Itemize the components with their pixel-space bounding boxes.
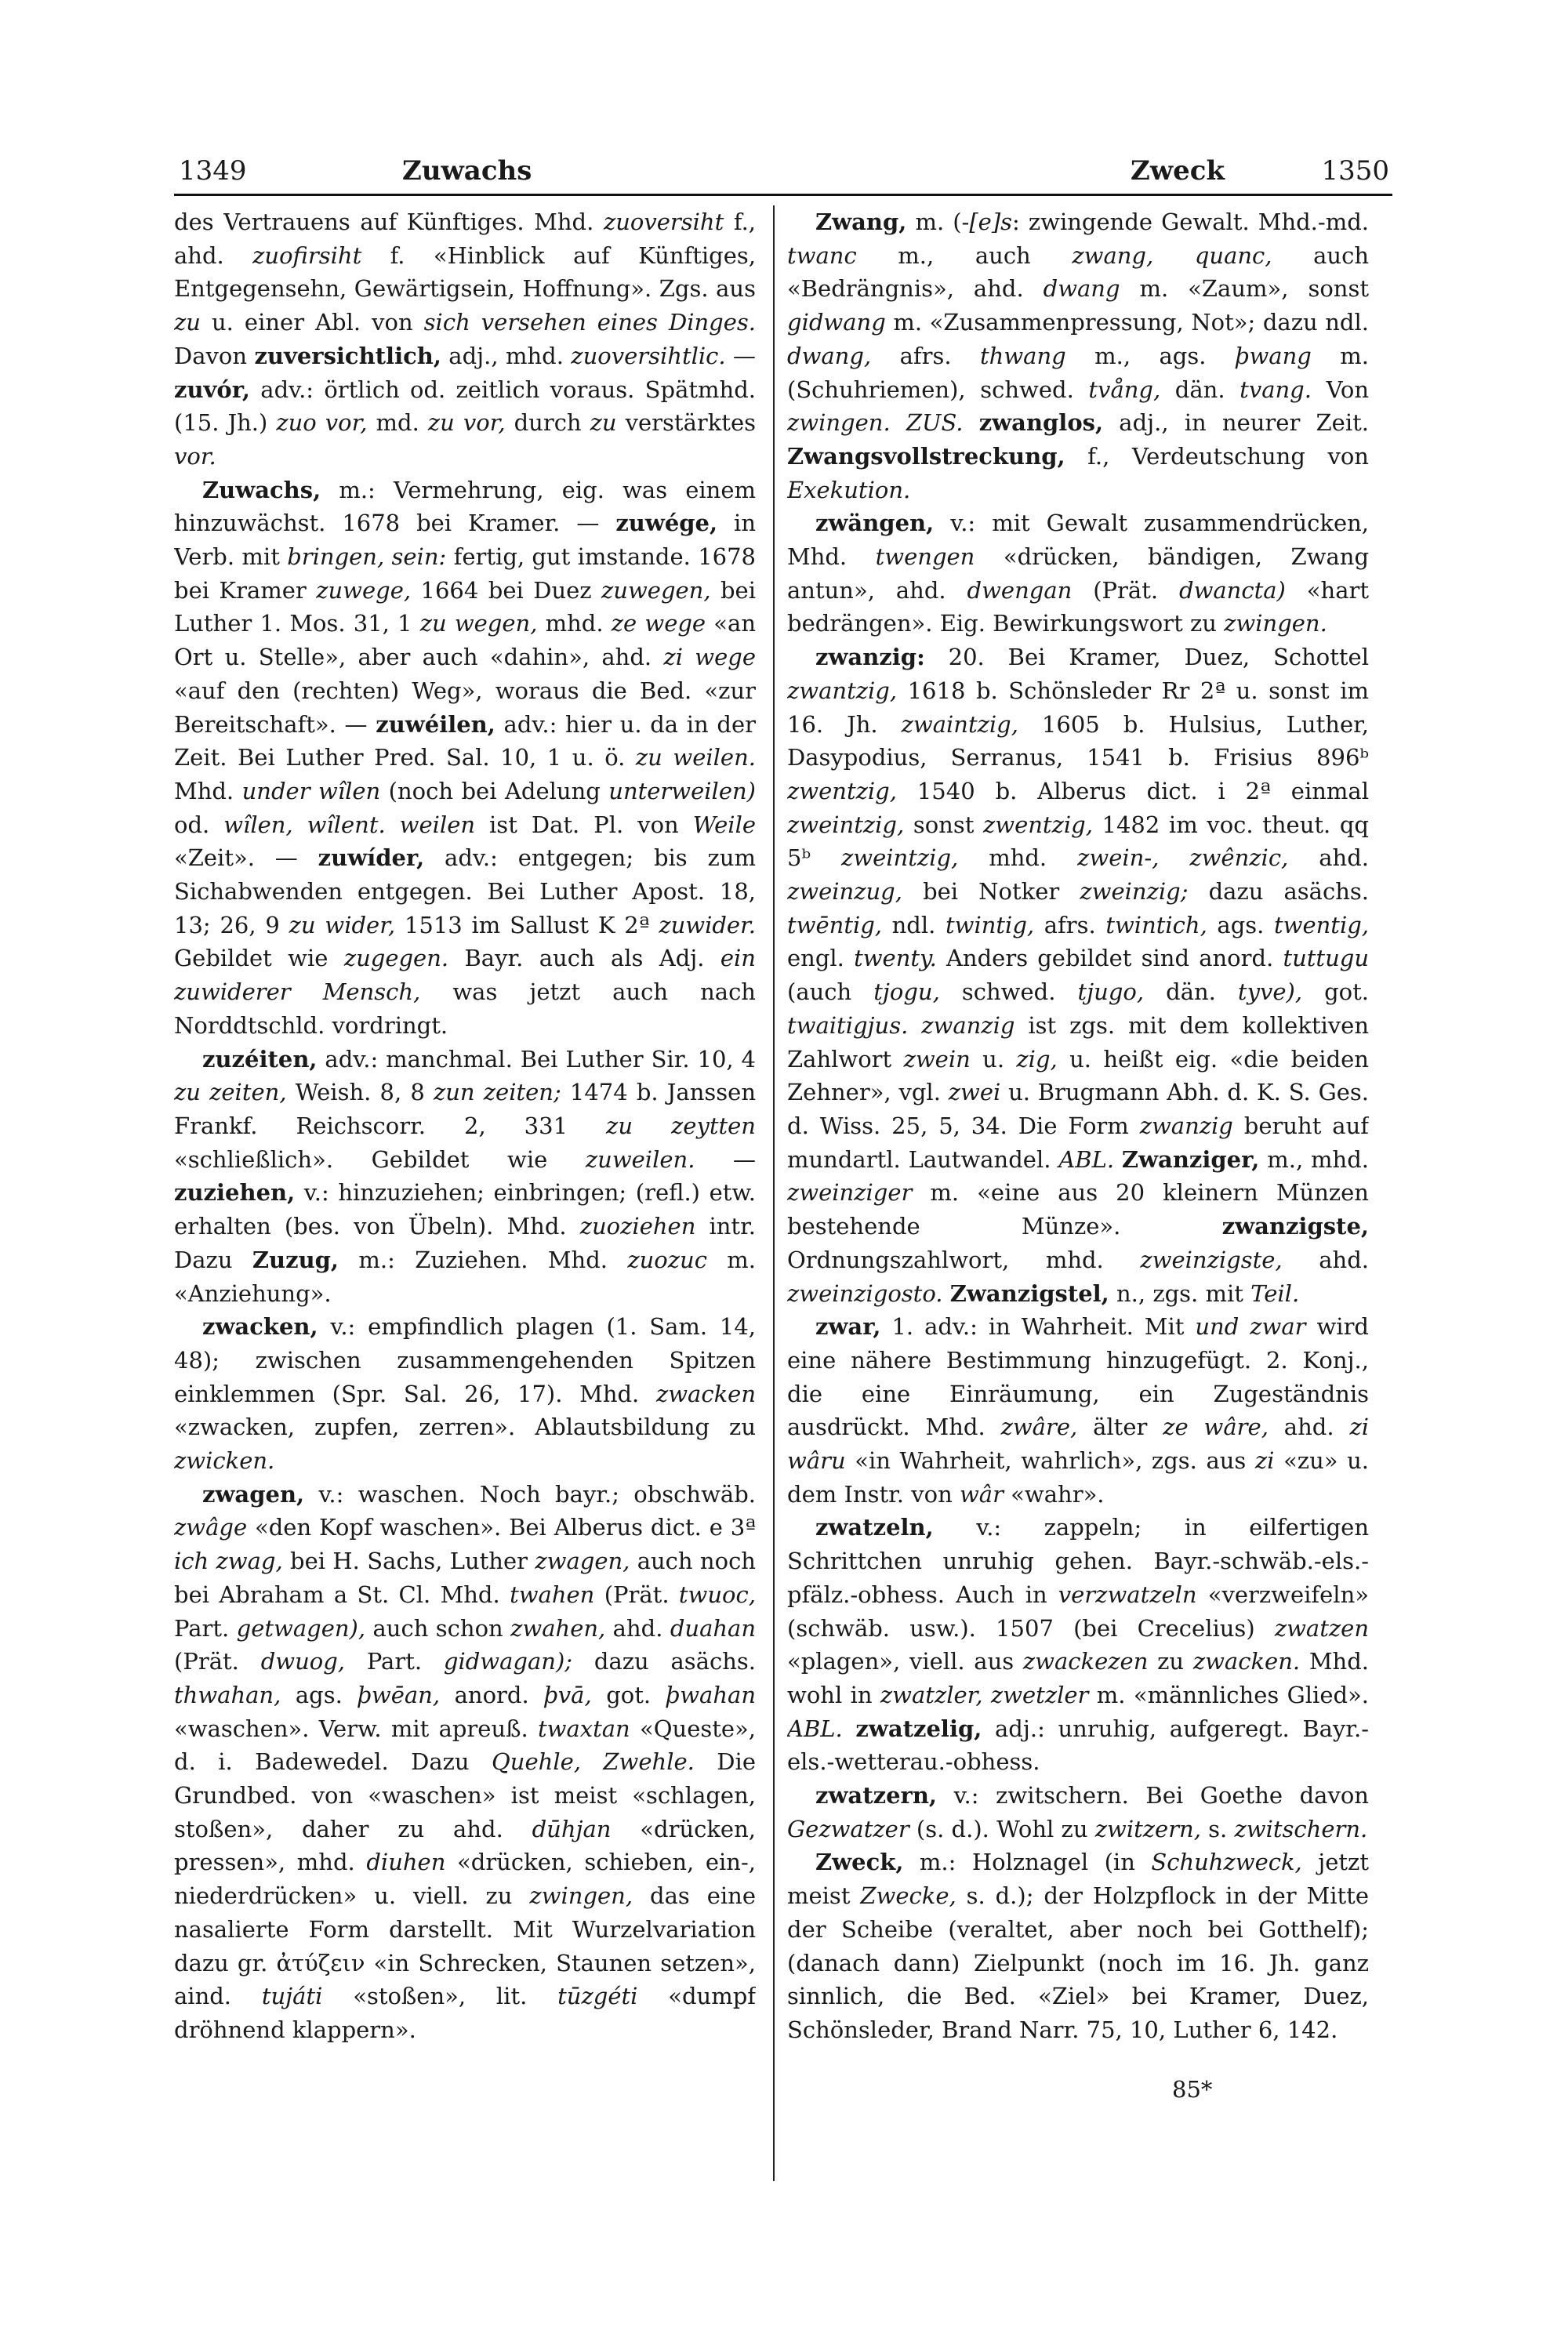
left-column (174, 205, 756, 2212)
headword: Zwang, (815, 209, 907, 235)
subentry-zuversichtlich: zuversichtlich, (254, 342, 441, 369)
headword: zwatzern, (815, 1782, 937, 1809)
page-number-right: 1350 (1321, 155, 1389, 187)
signature-mark: 85* (1172, 2076, 1213, 2103)
running-title-right: Zweck (1131, 155, 1225, 187)
entry-zwaengen: zwängen, v.: mit Gewalt zusammendrücken, Mhd. twengen «drücken, bändigen, Zwang antun», ahd. dwengan (Prät. dwancta) «hart bedrängen». Eig. Bewirkungswort zu zwingen. (787, 510, 1369, 637)
entry-zuzeiten: zuzéiten, adv.: manchmal. Bei Luther Sir. 10, 4 zu zeiten, Weish. 8, 8 zun zeiten; 1474 b. Janssen Frankf. Reichscorr. 2, 331 zu zeytten «schließlich». Gebildet wie zuweilen. — zuziehen, v.: hinzuziehen; einbringen; (refl.) etw. erhalten (bes. von Übeln). Mhd. zuoziehen intr. Dazu Zuzug, m.: Zuziehen. Mhd. zuozuc m. «Anziehung». (174, 1045, 756, 1307)
entry-zwang: Zwang, m. (-[e]s: zwingende Gewalt. Mhd.-md. twanc m., auch zwang, quanc, auch «Bedrängnis», ahd. dwang m. «Zaum», sonst gidwang m. «Zusammenpressung, Not»; dazu ndl. dwang, afrs. thwang m., ags. þwang m. (Schuhriemen), schwed. tvång, dän. tvang. Von zwingen. ZUS. zwanglos, adj., in neurer Zeit. Zwangsvollstreckung, f., Verdeutschung von Exekution. (787, 209, 1369, 503)
entry-zwatzeln: zwatzeln, v.: zappeln; in eilfertigen Schrittchen unruhig gehen. Bayr.-schwäb.-els.-pfälz.-obhess. Auch in verzwatzeln «verzweifeln» (schwäb. usw.). 1507 (bei Crecelius) zwatzen «plagen», viell. aus zwackezen zu zwacken. Mhd. wohl in zwatzler, zwetzler m. «männliches Glied». ABL. zwatzelig, adj.: unruhig, aufgeregt. Bayr.-els.-wetterau.-obhess. (787, 1514, 1369, 1776)
headword: Zweck, (815, 1849, 904, 1876)
headword: zwängen, (815, 510, 935, 537)
headword: zwatzeln, (815, 1514, 934, 1541)
entry-zwacken: zwacken, v.: empfindlich plagen (1. Sam. 14, 48); zwischen zusammengehenden Spitzen einklemmen (Spr. Sal. 26, 17). Mhd. zwacken «zwacken, zupfen, zerren». Ablautsbildung zu zwicken. (174, 1313, 756, 1475)
entry-zwagen: zwagen, v.: waschen. Noch bayr.; obschwäb. zwâge «den Kopf waschen». Bei Alberus dict. e 3ª ich zwag, bei H. Sachs, Luther zwagen, auch noch bei Abraham a St. Cl. Mhd. twahen (Prät. twuoc, Part. getwagen), auch schon zwahen, ahd. duahan (Prät. dwuog, Part. gidwagan); dazu asächs. thwahan, ags. þwēan, anord. þvā, got. þwahan «waschen». Verw. mit apreuß. twaxtan «Queste», d. i. Badewedel. Dazu Quehle, Zwehle. Die Grundbed. von «waschen» ist meist «schlagen, stoßen», daher zu ahd. dūhjan «drücken, pressen», mhd. diuhen «drücken, schieben, ein-, niederdrücken» u. viell. zu zwingen, das eine nasalierte Form darstellt. Mit Wurzelvariation dazu gr. ἀτύζειν «in Schrecken, Staunen setzen», aind. tujáti «stoßen», lit. tūzgéti «dumpf dröhnend klappern». (174, 1480, 756, 2043)
headword: zwar, (815, 1313, 881, 1341)
header-rule (174, 194, 1392, 196)
headword: zwagen, (202, 1480, 305, 1508)
subentry-zuvor: zuvór, (174, 376, 251, 403)
headword: Zuwachs, (202, 476, 321, 503)
entry-zwar: zwar, 1. adv.: in Wahrheit. Mit und zwar wird eine nähere Bestimmung hinzugefügt. 2. Konj., die eine Einräumung, ein Zugeständnis ausdrückt. Mhd. zwâre, älter ze wâre, ahd. zi wâru «in Wahrheit, wahrlich», zgs. aus zi «zu» u. dem Instr. von wâr «wahr». (787, 1313, 1369, 1508)
running-header (179, 151, 1389, 191)
column-divider (773, 205, 775, 2181)
entry-zwanzig: zwanzig: 20. Bei Kramer, Duez, Schottel zwantzig, 1618 b. Schönsleder Rr 2ª u. sonst im 16. Jh. zwaintzig, 1605 b. Hulsius, Luther, Dasypodius, Serranus, 1541 b. Frisius 896ᵇ zwentzig, 1540 b. Alberus dict. i 2ª einmal zweintzig, sonst zwentzig, 1482 im voc. theut. qq 5ᵇ zweintzig, mhd. zwein-, zwênzic, ahd. zweinzug, bei Notker zweinzig; dazu asächs. twēntig, ndl. twintig, afrs. twintich, ags. twentig, engl. twenty. Anders gebildet sind anord. tuttugu (auch tjogu, schwed. tjugo, dän. tyve), got. twaitigjus. zwanzig ist zgs. mit dem kollektiven Zahlwort zwein u. zig, u. heißt eig. «die beiden Zehner», vgl. zwei u. Brugmann Abh. d. K. S. Ges. d. Wiss. 25, 5, 34. Die Form zwanzig beruht auf mundartl. Lautwandel. ABL. Zwanziger, m., mhd. zweinziger m. «eine aus 20 kleinern Münzen bestehende Münze». zwanzigste, Ordnungszahlwort, mhd. zweinzigste, ahd. zweinzigosto. Zwanzigstel, n., zgs. mit Teil. (787, 644, 1369, 1307)
headword: zwacken, (202, 1313, 318, 1341)
headword: zuzéiten, (202, 1045, 318, 1073)
right-column (787, 205, 1369, 2212)
entry-zuwachs: Zuwachs, m.: Vermehrung, eig. was einem hinzuwächst. 1678 bei Kramer. — zuwége, in Verb. mit bringen, sein: fertig, gut imstande. 1678 bei Kramer zuwege, 1664 bei Duez zuwegen, bei Luther 1. Mos. 31, 1 zu wegen, mhd. ze wege «an Ort u. Stelle», aber auch «dahin», ahd. zi wege «auf den (rechten) Weg», woraus die Bed. «zur Bereitschaft». — zuwéilen, adv.: hier u. da in der Zeit. Bei Luther Pred. Sal. 10, 1 u. ö. zu weilen. Mhd. under wîlen (noch bei Adelung unterweilen) od. wîlen, wîlent. weilen ist Dat. Pl. von Weile «Zeit». — zuwíder, adv.: entgegen; bis zum Sichabwenden entgegen. Bei Luther Apost. 18, 13; 26, 9 zu wider, 1513 im Sallust K 2ª zuwider. Gebildet wie zugegen. Bayr. auch als Adj. ein zuwiderer Mensch, was jetzt auch nach Norddtschld. vordringt. (174, 476, 756, 1039)
headword: zwanzig: (815, 644, 925, 671)
running-title-left: Zuwachs (402, 155, 532, 187)
entry-zweck: Zweck, m.: Holznagel (in Schuhzweck, jetzt meist Zwecke, s. d.); der Holzpflock in der Mitte der Scheibe (veraltet, aber noch bei Gotthelf); (danach dann) Zielpunkt (noch im 16. Jh. ganz sinnlich, die Bed. «Ziel» bei Kramer, Duez, Schönsleder, Brand Narr. 75, 10, Luther 6, 142. (787, 1849, 1369, 2043)
entry-zuversicht-continued: des Vertrauens auf Künftiges. Mhd. zuoversiht f., ahd. zuofirsiht f. «Hinblick auf Künftiges, Entgegensehn, Gewärtigsein, Hoffnung». Zgs. aus zu u. einer Abl. von sich versehen eines Dinges. Davon zuversichtlich, adj., mhd. zuoversihtlic. — zuvór, adv.: örtlich od. zeitlich voraus. Spätmhd. (15. Jh.) zuo vor, md. zu vor, durch zu verstärktes vor. (174, 209, 756, 470)
page-number-left: 1349 (179, 155, 247, 187)
entry-zwatzern: zwatzern, v.: zwitschern. Bei Goethe davon Gezwatzer (s. d.). Wohl zu zwitzern, s. zwitschern. (787, 1782, 1369, 1842)
